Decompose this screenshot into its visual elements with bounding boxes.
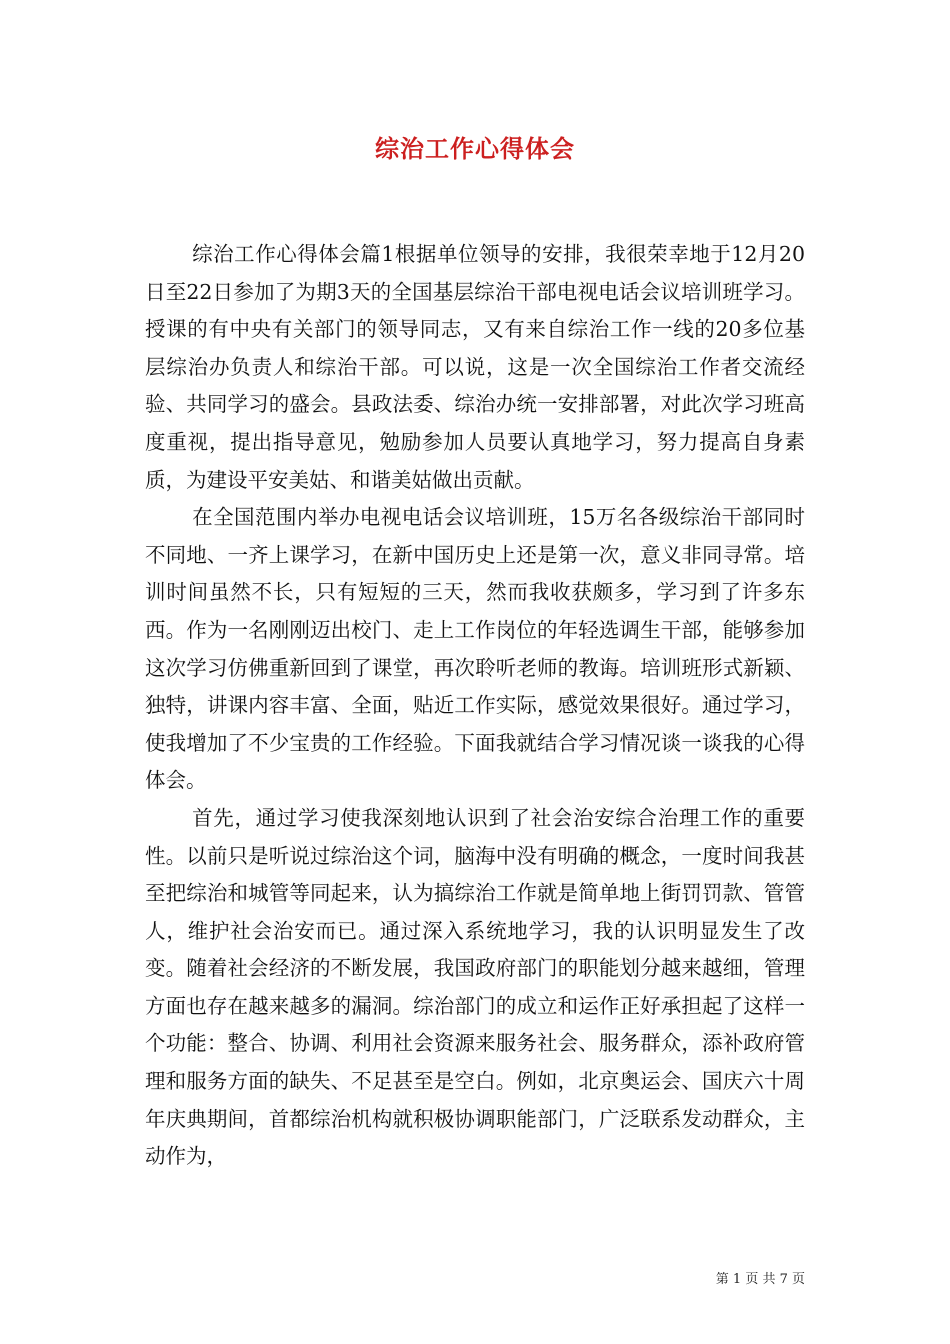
document-body	[145, 236, 805, 1176]
paragraph-2: 在全国范围内举办电视电话会议培训班，15万名各级综治干部同时不同地、一齐上课学习，在新中国历史上还是第一次，意义非同寻常。培训时间虽然不长，只有短短的三天，然而我收获颇多，学习到了许多东西。作为一名刚刚迈出校门、走上工作岗位的年轻选调生干部，能够参加这次学习仿佛重新回到了课堂，再次聆听老师的教诲。培训班形式新颖、独特，讲课内容丰富、全面，贴近工作实际，感觉效果很好。通过学习，使我增加了不少宝贵的工作经验。下面我就结合学习情况谈一谈我的心得体会。	[145, 505, 805, 793]
paragraph-3: 首先，通过学习使我深刻地认识到了社会治安综合治理工作的重要性。以前只是听说过综治这个词，脑海中没有明确的概念，一度时间我甚至把综治和城管等同起来，认为搞综治工作就是简单地上街罚罚款、管管人，维护社会治安而已。通过深入系统地学习，我的认识明显发生了改变。随着社会经济的不断发展，我国政府部门的职能划分越来越细，管理方面也存在越来越多的漏洞。综治部门的成立和运作正好承担起了这样一个功能：整合、协调、利用社会资源来服务社会、服务群众，添补政府管理和服务方面的缺失、不足甚至是空白。例如，北京奥运会、国庆六十周年庆典期间，首都综治机构就积极协调职能部门，广泛联系发动群众，主动作为，	[145, 805, 805, 1169]
page-number-footer: 第 1 页 共 7 页	[715, 1272, 805, 1287]
paragraph-1: 综治工作心得体会篇1根据单位领导的安排，我很荣幸地于12月20日至22日参加了为期3天的全国基层综治干部电视电话会议培训班学习。授课的有中央有关部门的领导同志，又有来自综治工作一线的20多位基层综治办负责人和综治干部。可以说，这是一次全国综治工作者交流经验、共同学习的盛会。县政法委、综治办统一安排部署，对此次学习班高度重视，提出指导意见，勉励参加人员要认真地学习，努力提高自身素质，为建设平安美姑、和谐美姑做出贡献。	[145, 242, 805, 492]
document-title: 综治工作心得体会	[375, 134, 575, 163]
